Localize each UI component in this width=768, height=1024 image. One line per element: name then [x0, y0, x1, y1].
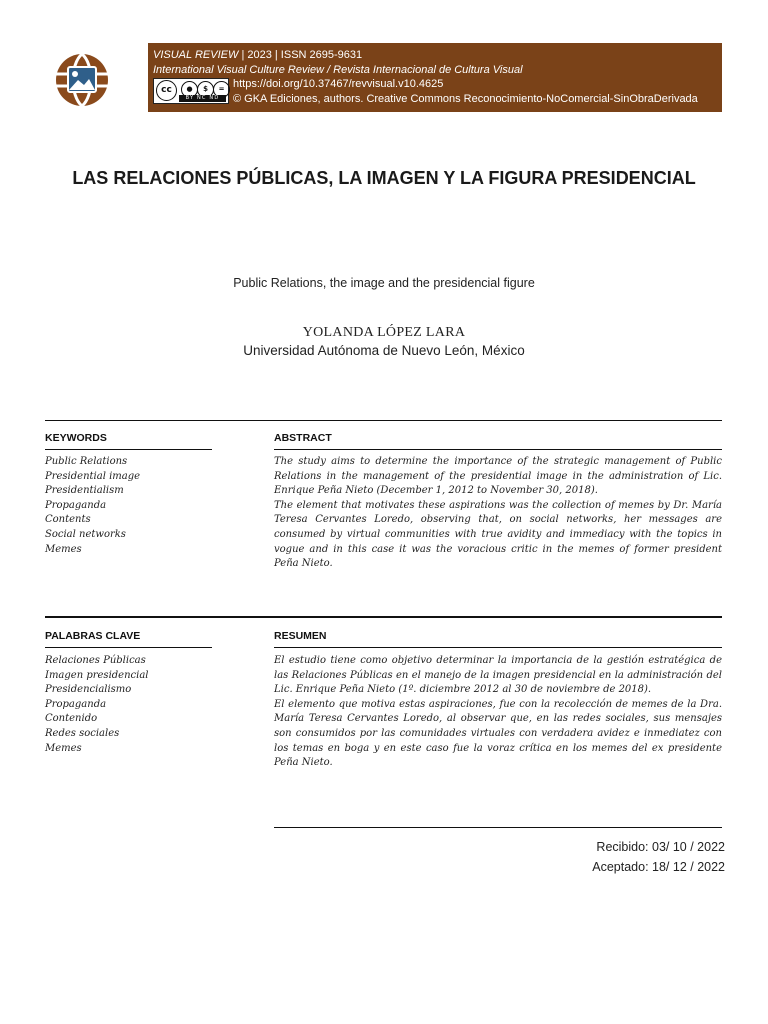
resumen-paragraph: El elemento que motiva estas aspiraciones, fue con la recolección de memes de la Dra. María Teresa Cervantes Loredo, al observar que, en las redes sociales, sus mensajes son consumidos por las comunidades virtuales con verdadera avidez e inmediatez con los temas en boga y en este caso fue la voraz crítica en los memes del ex presidente Peña Nieto.	[274, 698, 722, 769]
keyword-item: Public Relations	[45, 456, 128, 467]
keyword-item: Presidentialism	[45, 485, 124, 497]
cc-license-strip: BY NC ND	[179, 95, 226, 102]
dates-divider	[274, 827, 722, 828]
journal-info-line	[153, 48, 722, 63]
journal-header-band	[148, 43, 722, 112]
resumen-underline	[274, 647, 722, 648]
keyword-item: Presidencialismo	[45, 684, 132, 696]
journal-subtitle: International Visual Culture Review / Revista Internacional de Cultura Visual	[153, 63, 523, 76]
abstract-paragraph: The study aims to determine the importance of the strategic management of Public Relations in the management of the presidential image in the administration of Lic. Enrique Peña Nieto (December 1, 2012 to November 30, 2018).	[274, 456, 722, 497]
palabras-clave-underline	[45, 647, 212, 648]
keyword-item: Propaganda	[45, 499, 107, 511]
keyword-item: Presidential image	[45, 470, 141, 482]
section-divider	[45, 420, 722, 421]
author-name: YOLANDA LÓPEZ LARA	[302, 325, 466, 340]
keyword-item: Contenido	[45, 713, 98, 725]
keyword-item: Relaciones Públicas	[45, 655, 146, 666]
keyword-item: Propaganda	[45, 698, 107, 710]
keywords-list	[45, 455, 215, 557]
keyword-item: Imagen presidencial	[45, 669, 149, 681]
article-title: LAS RELACIONES PÚBLICAS, LA IMAGEN Y LA FIGURA PRESIDENCIAL	[72, 168, 696, 188]
journal-year-issn: | 2023 | ISSN 2695-9631	[238, 49, 363, 61]
author-affiliation: Universidad Autónoma de Nuevo León, México	[243, 343, 525, 358]
abstract-heading: ABSTRACT	[274, 432, 332, 444]
globe-image-icon	[54, 52, 110, 108]
keyword-item: Contents	[45, 514, 91, 526]
resumen-text	[274, 654, 722, 771]
resumen-heading: RESUMEN	[274, 630, 327, 642]
doi-link[interactable]: https://doi.org/10.37467/revvisual.v10.4625	[233, 78, 444, 90]
abstract-text	[274, 455, 722, 572]
nc-icon: $	[197, 81, 214, 98]
license-text: © GKA Ediciones, authors. Creative Commons Reconocimiento-NoComercial-SinObraDerivada	[233, 92, 698, 105]
creative-commons-badge	[153, 78, 229, 104]
article-subtitle: Public Relations, the image and the presidencial figure	[233, 276, 535, 290]
keyword-item: Memes	[45, 742, 82, 754]
section-divider	[45, 616, 722, 618]
abstract-paragraph: The element that motivates these aspirations was the collection of memes by Dr. María Teresa Cervantes Loredo, observing that, on social networks, her messages are consumed by virtual communities with true avidity and immediacy with the topics in vogue and in this case it was the voracious critic in the memes of former president Peña Nieto.	[274, 499, 722, 570]
resumen-paragraph: El estudio tiene como objetivo determinar la importancia de la gestión estratégica de las Relaciones Públicas en el manejo de la imagen presidencial en la administración del Lic. Enrique Peña Nieto (1º. diciembre 2012 al 30 de noviembre de 2018).	[274, 655, 722, 696]
keyword-item: Memes	[45, 543, 82, 555]
received-date: Recibido: 03/ 10 / 2022	[596, 840, 725, 854]
by-icon: ●	[181, 81, 198, 98]
keywords-heading: KEYWORDS	[45, 432, 107, 444]
keywords-underline	[45, 449, 212, 450]
abstract-underline	[274, 449, 722, 450]
journal-name: VISUAL REVIEW	[153, 49, 239, 61]
palabras-clave-list	[45, 654, 215, 756]
journal-logo	[54, 52, 110, 108]
palabras-clave-heading: PALABRAS CLAVE	[45, 630, 141, 642]
keyword-item: Social networks	[45, 528, 126, 540]
keyword-item: Redes sociales	[45, 727, 120, 739]
accepted-date: Aceptado: 18/ 12 / 2022	[592, 860, 725, 874]
nd-icon: =	[213, 81, 230, 98]
cc-icon: cc	[156, 80, 177, 101]
